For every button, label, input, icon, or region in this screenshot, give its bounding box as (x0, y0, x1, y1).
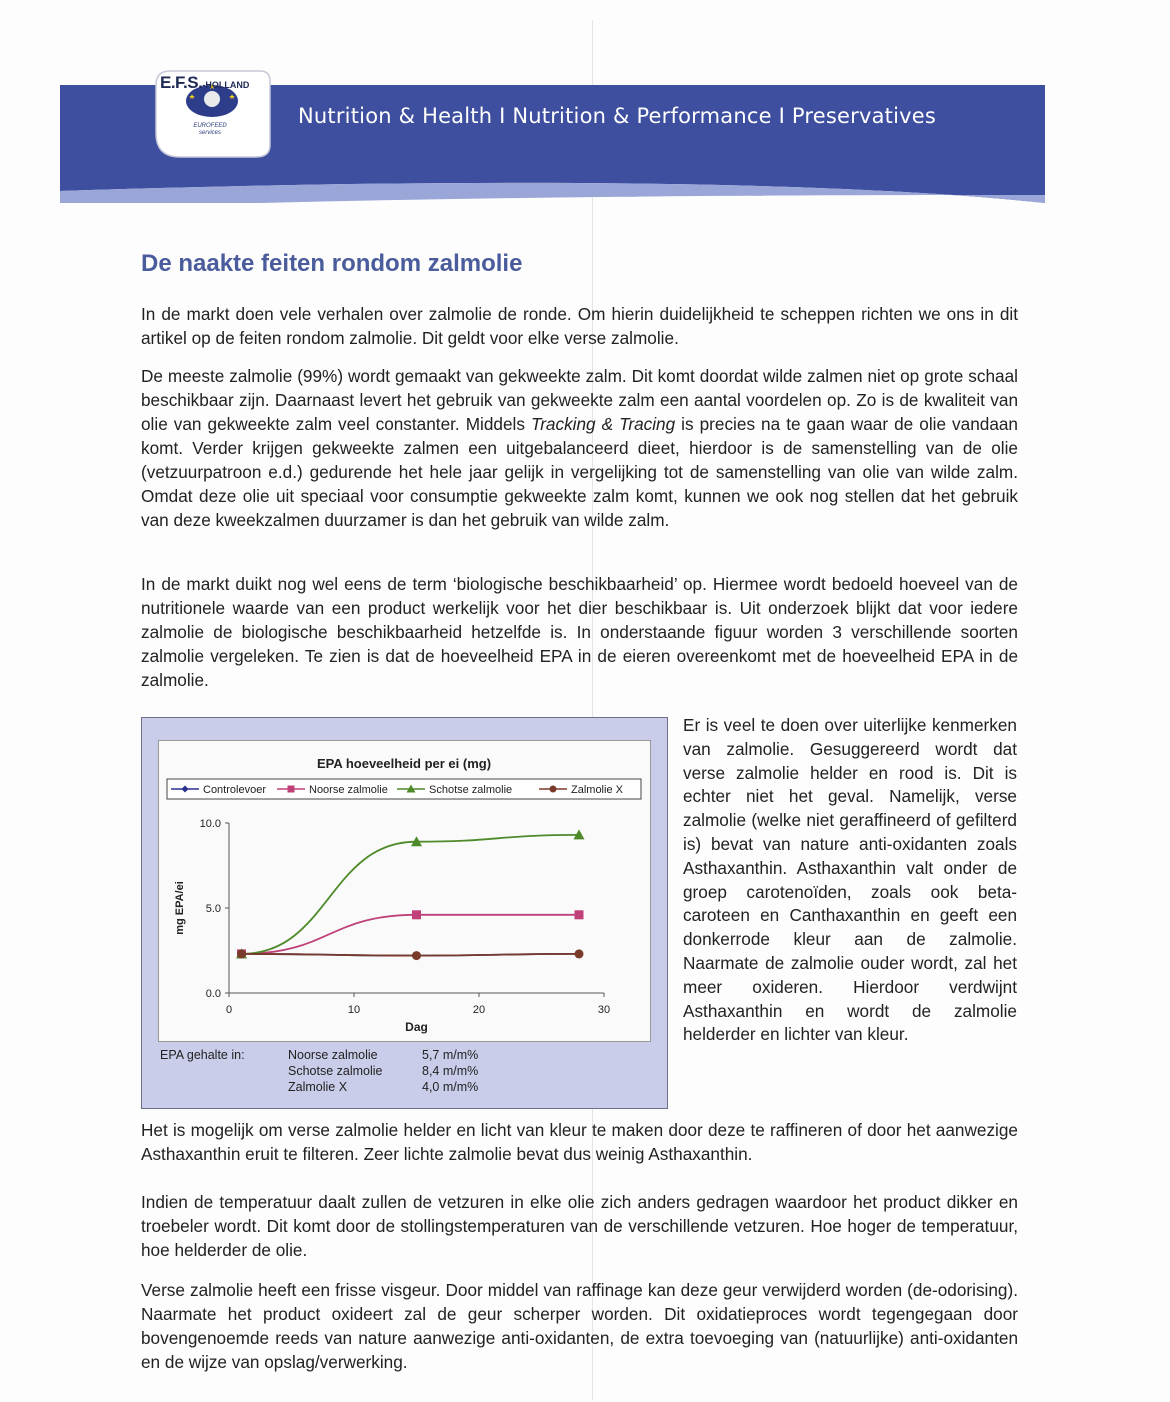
data-point (575, 949, 584, 958)
epa-row-value: 8,4 m/m% (422, 1064, 479, 1078)
epa-row-name: Noorse zalmolie (288, 1048, 378, 1062)
paragraph-bioavailability: In de markt duikt nog wel eens de term ‘biologische beschikbaarheid’ op. Hiermee wordt bedoeld hoeveel van de nutritionele waarde van een product werkelijk voor het dier beschikbaar is. Uit onderzoek blijkt dat voor iedere zalmolie de biologische beschikbaarheid hetzelfde is. In onderstaande figuur worden 3 verschillende soorten zalmolie vergeleken. Te zien is dat de hoeveelheid EPA in de eieren overeenkomt met de hoeveelheid EPA in de zalmolie. (141, 574, 1018, 690)
legend-label: Controlevoer (203, 784, 266, 796)
epa-row-name: Schotse zalmolie (288, 1064, 383, 1078)
series-line-2 (242, 835, 580, 954)
legend-label: Schotse zalmolie (429, 784, 513, 796)
chart-plot-area (158, 740, 651, 1042)
epa-chart-figure (141, 717, 668, 1109)
epa-line-chart (159, 741, 650, 1041)
y-tick-label: 0.0 (205, 988, 221, 1000)
epa-row-name: Zalmolie X (288, 1080, 348, 1094)
epa-row-value: 4,0 m/m% (422, 1080, 479, 1094)
paragraph-odour: Verse zalmolie heeft een frisse visgeur. Door middel van raffinage kan deze geur verwijderd worden (de-odorising). Naarmate het product oxideert zal de geur scherper worden. Dit oxidatieproces wordt tegengegaan door bovengenoemde reeds van nature aanwezige anti-oxidanten, de extra toevoeging van (natuurlijke) anti-oxidanten en de wijze van opslag/verwerking. (141, 1280, 1018, 1372)
legend-marker-1 (288, 786, 295, 793)
tracking-tracing-term: Tracking & Tracing (530, 414, 676, 434)
data-point (412, 910, 421, 919)
article-title: De naakte feiten rondom zalmolie (141, 250, 523, 277)
paragraph-temperature: Indien de temperatuur daalt zullen de vetzuren in elke olie zich anders gedragen waardoor het product dikker en troebeler wordt. Dit komt door de stollingstemperaturen van de verschillende vetzuren. Hoe hoger de temperatuur, hoe helderder de olie. (141, 1192, 1018, 1260)
y-tick-label: 10.0 (199, 818, 221, 830)
header-tagline: Nutrition & Health I Nutrition & Performance I Preservatives (298, 104, 937, 128)
legend-label: Noorse zalmolie (309, 784, 388, 796)
x-tick-label: 0 (225, 1004, 233, 1016)
series-line-1 (242, 915, 580, 954)
epa-row-value: 5,7 m/m% (422, 1048, 479, 1062)
data-point (237, 949, 246, 958)
paragraph-farmed-salmon: De meeste zalmolie (99%) wordt gemaakt van gekweekte zalm. Dit komt doordat wilde zalmen niet op grote schaal beschikbaar zijn. Daarnaast levert het gebruik van gekweekte zalm een aantal voordelen op. Zo is de kwaliteit van olie van gekweekte zalm veel constanter. Middels Tracking & Tracing is precies na te gaan waar de olie vandaan komt. Verder krijgen gekweekte zalmen een uitgebalanceerd dieet, hierdoor is de samenstelling van de olie (vetzuurpatroon e.d.) gedurende het hele jaar gelijk in vergelijking tot de samenstelling van olie van wilde zalm. Omdat deze olie uit speciaal voor consumptie gekweekte zalm komt, kunnen we ook nog stellen dat het gebruik van deze kweekzalmen duurzamer is dan het gebruik van wilde zalm. (141, 366, 1018, 530)
x-tick-label: 20 (472, 1004, 486, 1016)
data-point (412, 951, 421, 960)
paragraph-refining: Het is mogelijk om verse zalmolie helder en licht van kleur te maken door deze te raffineren of door het aanwezige Asthaxanthin eruit te filteren. Zeer lichte zalmolie bevat dus weinig Asthaxanthin. (141, 1120, 1018, 1164)
paragraph-intro: In de markt doen vele verhalen over zalmolie de ronde. Om hierin duidelijkheid te scheppen richten we ons in dit artikel op de feiten rondom zalmolie. Dit geldt voor elke verse zalmolie. (141, 304, 1018, 348)
chart-title: EPA hoeveelheid per ei (mg) (316, 756, 492, 771)
epa-table-label: EPA gehalte in: (160, 1048, 245, 1062)
legend-marker-3 (550, 786, 557, 793)
logo-subtitle: EUROFEED services (193, 123, 227, 136)
legend-label: Zalmolie X (571, 784, 623, 796)
y-tick-label: 5.0 (205, 903, 221, 915)
y-axis-label: mg EPA/ei (174, 881, 186, 935)
x-axis-label: Dag (405, 1020, 428, 1034)
paragraph-appearance: Er is veel te doen over uiterlijke kenmerken van zalmolie. Gesuggereerd wordt dat verse zalmolie helder en rood is. Dit is echter niet het geval. Namelijk, verse zalmolie (welke niet geraffineerd of gefilterd is) bevat van nature anti-oxidanten zoals Asthaxanthin. Asthaxanthin valt onder de groep carotenoïden, zoals ook beta-caroteen en Canthaxanthin en geeft een donkerrode kleur aan de zalmolie. Naarmate de zalmolie ouder wordt, zal het meer oxideren. Hierdoor verdwijnt Asthaxanthin en wordt de zalmolie helderder en lichter van kleur. (683, 715, 1017, 1045)
series-line-3 (242, 954, 580, 956)
logo-wordmark: E.F.S.-HOLLAND (160, 73, 250, 92)
x-tick-label: 30 (597, 1004, 611, 1016)
data-point (575, 910, 584, 919)
x-tick-label: 10 (347, 1004, 361, 1016)
